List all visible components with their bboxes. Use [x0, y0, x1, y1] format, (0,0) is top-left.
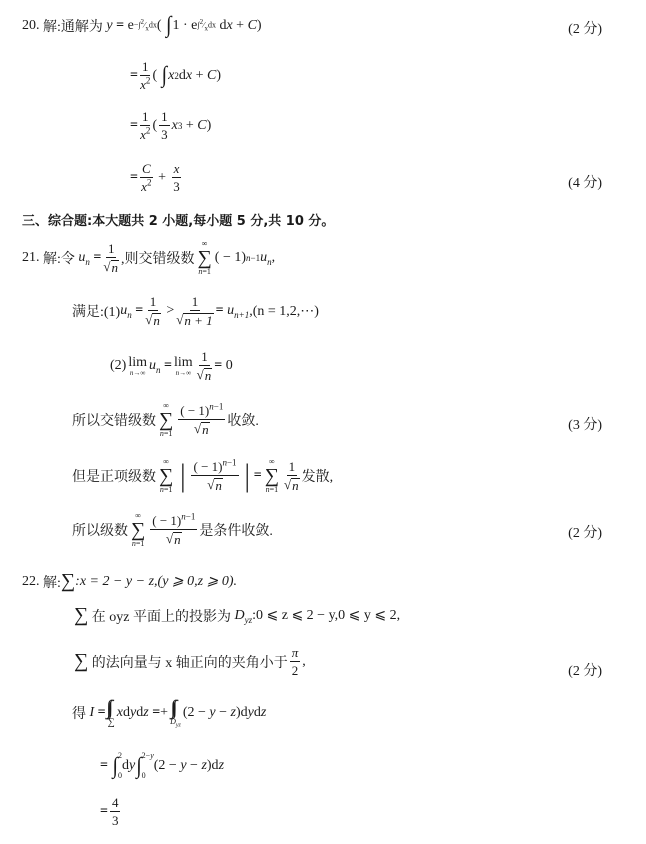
text: :0 ⩽ z ⩽ 2 − y,0 ⩽ y ⩽ 2,: [252, 608, 401, 623]
q22-line-5: = ∫ 2 0 d y ∫ 2−y 0 (2 − y − z )d z: [100, 751, 225, 780]
surface-eq: :x = 2 − y − z,(y ⩾ 0,z ⩾ 0).: [75, 574, 237, 589]
solution-lead: 解:通解为: [43, 19, 103, 35]
text: (2): [110, 358, 127, 373]
q20-line-3: = $\frac{1}{x^2}$ ( $\frac{1}{3}$ x 3 + C ): [130, 109, 212, 142]
q21-line-3: (2) lim n→∞ $u_n$ = lim n→∞ 1 √ n = 0: [110, 349, 233, 383]
q21-line-1: 21. 解:令 $u_n$ = 1 √ n ,则交错级数 ∞ ∑ n=1 ( − 1) n−1 $u_n$ ,: [22, 239, 276, 276]
q21-line-5: 但是正项级数 ∞ ∑ n=1 | ( − 1)$^{n-1}$ √ n | = ∞ ∑ n=1 1 √ n 发散,: [72, 457, 334, 494]
q21-score-1: (3 分): [568, 418, 602, 433]
solution-lead: 解:: [43, 575, 61, 591]
q20-line-2: = $\frac{1}{x^2}$ ( ∫ x 2 d x + C ): [130, 59, 221, 92]
text: 满足:(1): [72, 305, 121, 320]
solution-lead: 解:令: [43, 252, 75, 267]
q21-line-2: 满足:(1) $u_n$ = 1 √ n > 1 √ n + 1 = $u_{n+1}$ ,(n = 1,2,⋯): [72, 294, 319, 328]
q22-line-2: ∑ 在 oyz 平面上的投影为 $D_{yz}$ :0 ⩽ z ⩽ 2 − y,0 ⩽ y ⩽ 2,: [74, 604, 401, 626]
q21-line-4: 所以交错级数 ∞ ∑ n=1 ( − 1)$^{n-1}$ √ n 收敛.: [72, 401, 259, 438]
text: 发散,: [301, 470, 334, 485]
q22-score-1: (2 分): [568, 664, 602, 679]
q20-line-1: 20. 解:通解为 y = e $-\int^2⁄_xdx$ ( ∫ 1 · e $\int^2⁄_xdx$ d x + C ): [22, 12, 262, 38]
q22-line-1: 22. 解: ∑ :x = 2 − y − z,(y ⩾ 0,z ⩾ 0).: [22, 570, 237, 592]
section-heading: 三、综合题:本大题共 2 小题,每小题 5 分,共 10 分。: [22, 214, 335, 229]
question-number: 22.: [22, 573, 40, 589]
q22-line-4: 得 I = ∑ x d y d z = + $D_{yz}$ (2 − y − z )d y d z: [72, 705, 267, 729]
question-number: 21.: [22, 250, 40, 265]
text: 收敛.: [227, 414, 259, 429]
q21-line-6: 所以级数 ∞ ∑ n=1 ( − 1)$^{n-1}$ √ n 是条件收敛.: [72, 511, 273, 548]
text: 所以级数: [72, 524, 128, 539]
q22-line-3: ∑ 的法向量与 x 轴正向的夹角小于 $\frac{\pi}{2}$ ,: [74, 645, 306, 678]
text: 得: [72, 707, 86, 723]
text: 是条件收敛.: [199, 524, 273, 539]
q20-score-2: (4 分): [568, 176, 602, 191]
q22-line-6: = $\frac{4}{3}$: [100, 795, 119, 828]
text: 的法向量与 x 轴正向的夹角小于: [91, 655, 288, 671]
text: 但是正项级数: [72, 470, 156, 485]
q20-line-4: = $\frac{C}{x^2}$ + $\frac{x}{3}$: [130, 161, 180, 194]
text: ,则交错级数: [121, 252, 195, 267]
q20-score-1: (2 分): [568, 22, 602, 37]
text: 在 oyz 平面上的投影为: [91, 609, 231, 625]
q21-score-2: (2 分): [568, 526, 602, 541]
text: ,(n = 1,2,⋯): [249, 303, 319, 319]
question-number: 20.: [22, 17, 40, 33]
text: 所以交错级数: [72, 414, 156, 429]
